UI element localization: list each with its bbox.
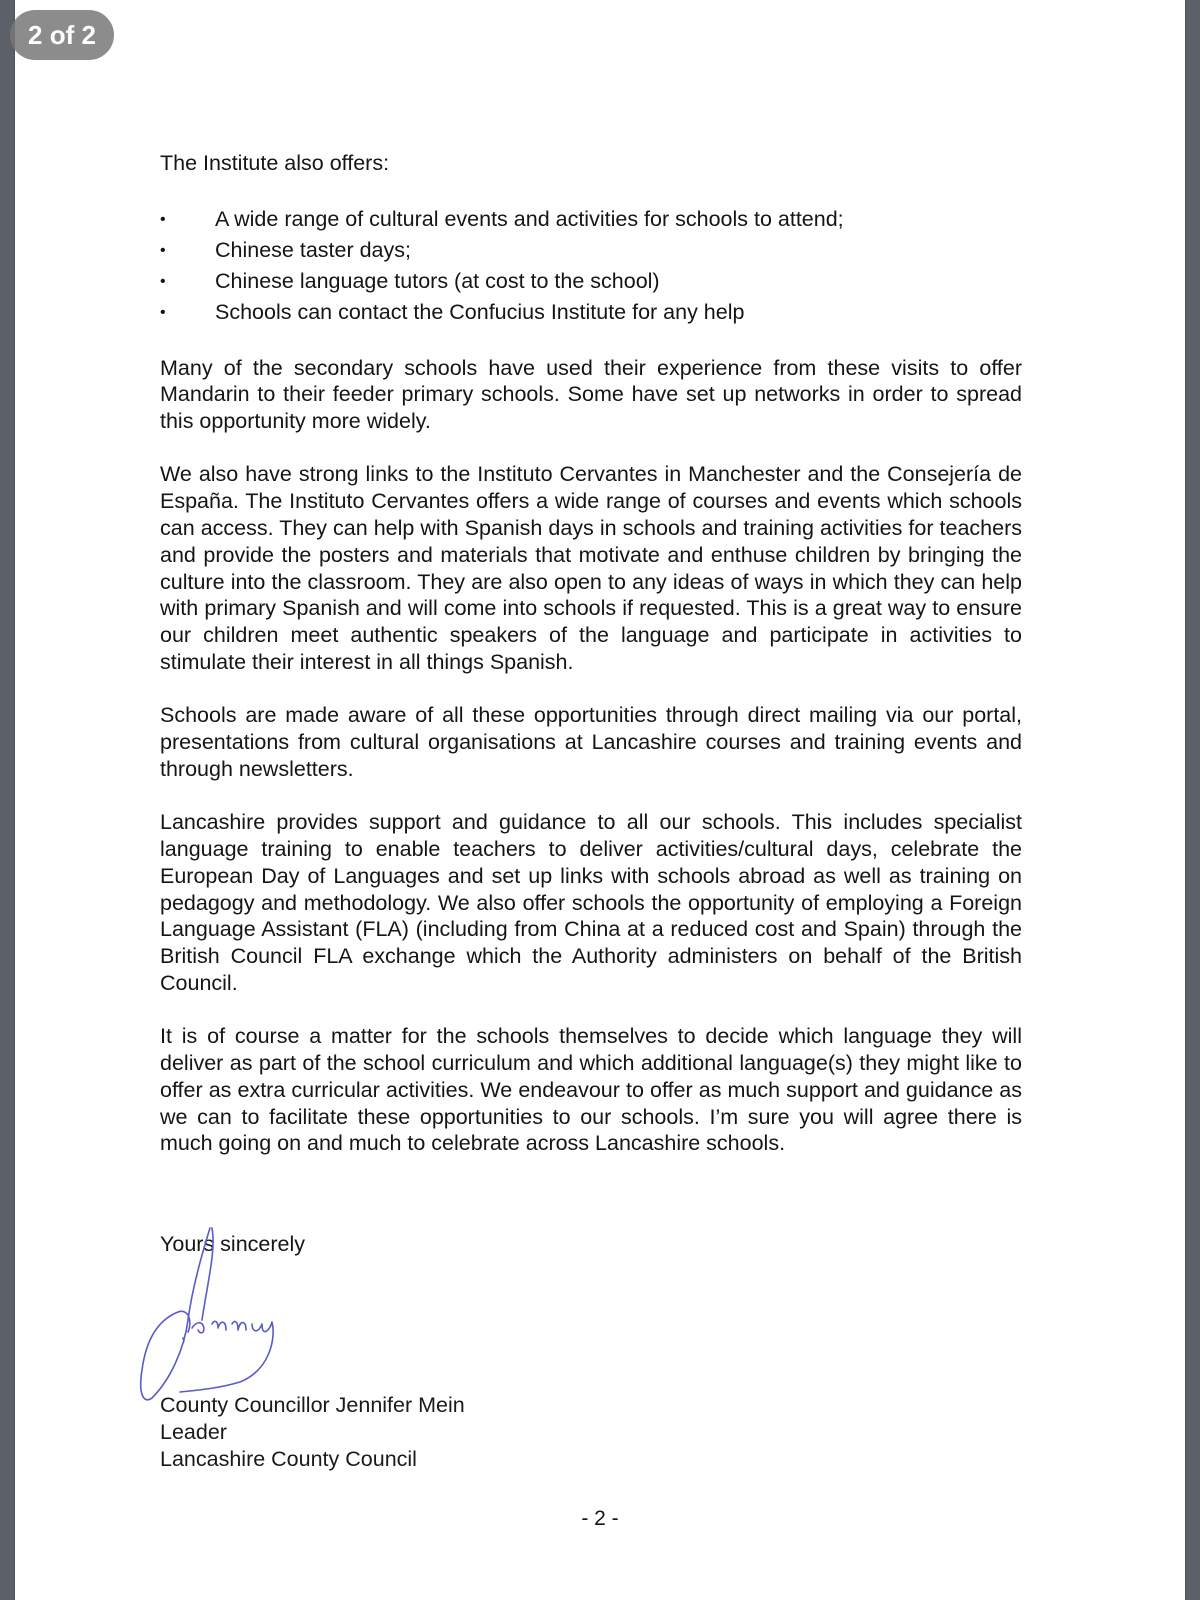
- list-item-text: Chinese language tutors (at cost to the school): [215, 269, 660, 293]
- bullet-icon: •: [160, 304, 166, 321]
- paragraph-lancashire-support: Lancashire provides support and guidance to all our schools. This includes specialist language training to enable teachers to deliver activities/cultural days, celebrate the European Day of Languages and set up links with schools abroad as well as training on pedagogy and methodology. We also offer schools the opportunity of employing a Foreign Language Assistant (FLA) (including from China at a reduced cost and Spain) through the British Council FLA exchange which the Authority administers on behalf of the British Council.: [160, 810, 1022, 995]
- list-item: [160, 297, 1022, 328]
- list-item-text: A wide range of cultural events and activities for schools to attend;: [215, 207, 844, 231]
- handwritten-signature-icon: [130, 1220, 330, 1420]
- paragraph-instituto-cervantes: We also have strong links to the Instituto Cervantes in Manchester and the Consejería de España. The Instituto Cervantes offers a wide range of courses and events which schools can access. They can help with Spanish days in schools and training activities for teachers and provide the posters and materials that motivate and enthuse children by bringing the culture into the classroom. They are also open to any ideas of ways in which they can help with primary Spanish and will come into schools if requested. This is a great way to ensure our children meet authentic speakers of the language and participate in activities to stimulate their interest in all things Spanish.: [160, 462, 1022, 674]
- list-item: [160, 266, 1022, 297]
- list-item-text: Chinese taster days;: [215, 238, 411, 262]
- paragraph-opportunities-awareness: Schools are made aware of all these opportunities through direct mailing via our portal, presentations from cultural organisations at Lancashire courses and training events and through newsletters.: [160, 703, 1022, 781]
- offerings-list: [160, 204, 1022, 328]
- list-item-text: Schools can contact the Confucius Institute for any help: [215, 300, 745, 324]
- list-item: [160, 235, 1022, 266]
- bullet-icon: •: [160, 211, 166, 228]
- page-indicator-badge: 2 of 2: [10, 10, 114, 60]
- signatory-name: County Councillor Jennifer Mein: [160, 1393, 465, 1417]
- page-number: - 2 -: [581, 1507, 619, 1530]
- bullet-icon: •: [160, 242, 166, 259]
- signatory-title: Leader: [160, 1420, 227, 1444]
- paragraph-school-choice: It is of course a matter for the schools themselves to decide which language they will deliver as part of the school curriculum and which additional language(s) they might like to offer as extra curricular activities. We endeavour to offer as much support and guidance as we can to facilitate these opportunities to our schools. I’m sure you will agree there is much going on and much to celebrate across Lancashire schools.: [160, 1024, 1022, 1156]
- closing-salutation: Yours sincerely: [160, 1232, 305, 1256]
- bullet-icon: •: [160, 273, 166, 290]
- list-item: [160, 204, 1022, 235]
- signatory-organisation: Lancashire County Council: [160, 1447, 417, 1471]
- list-intro: The Institute also offers:: [160, 151, 390, 175]
- letter-body: [160, 148, 1022, 1184]
- letter-page: [15, 0, 1185, 1600]
- paragraph-secondary-schools: Many of the secondary schools have used their experience from these visits to offer Mandarin to their feeder primary schools. Some have set up networks in order to spread this opportunity more widely.: [160, 355, 1022, 434]
